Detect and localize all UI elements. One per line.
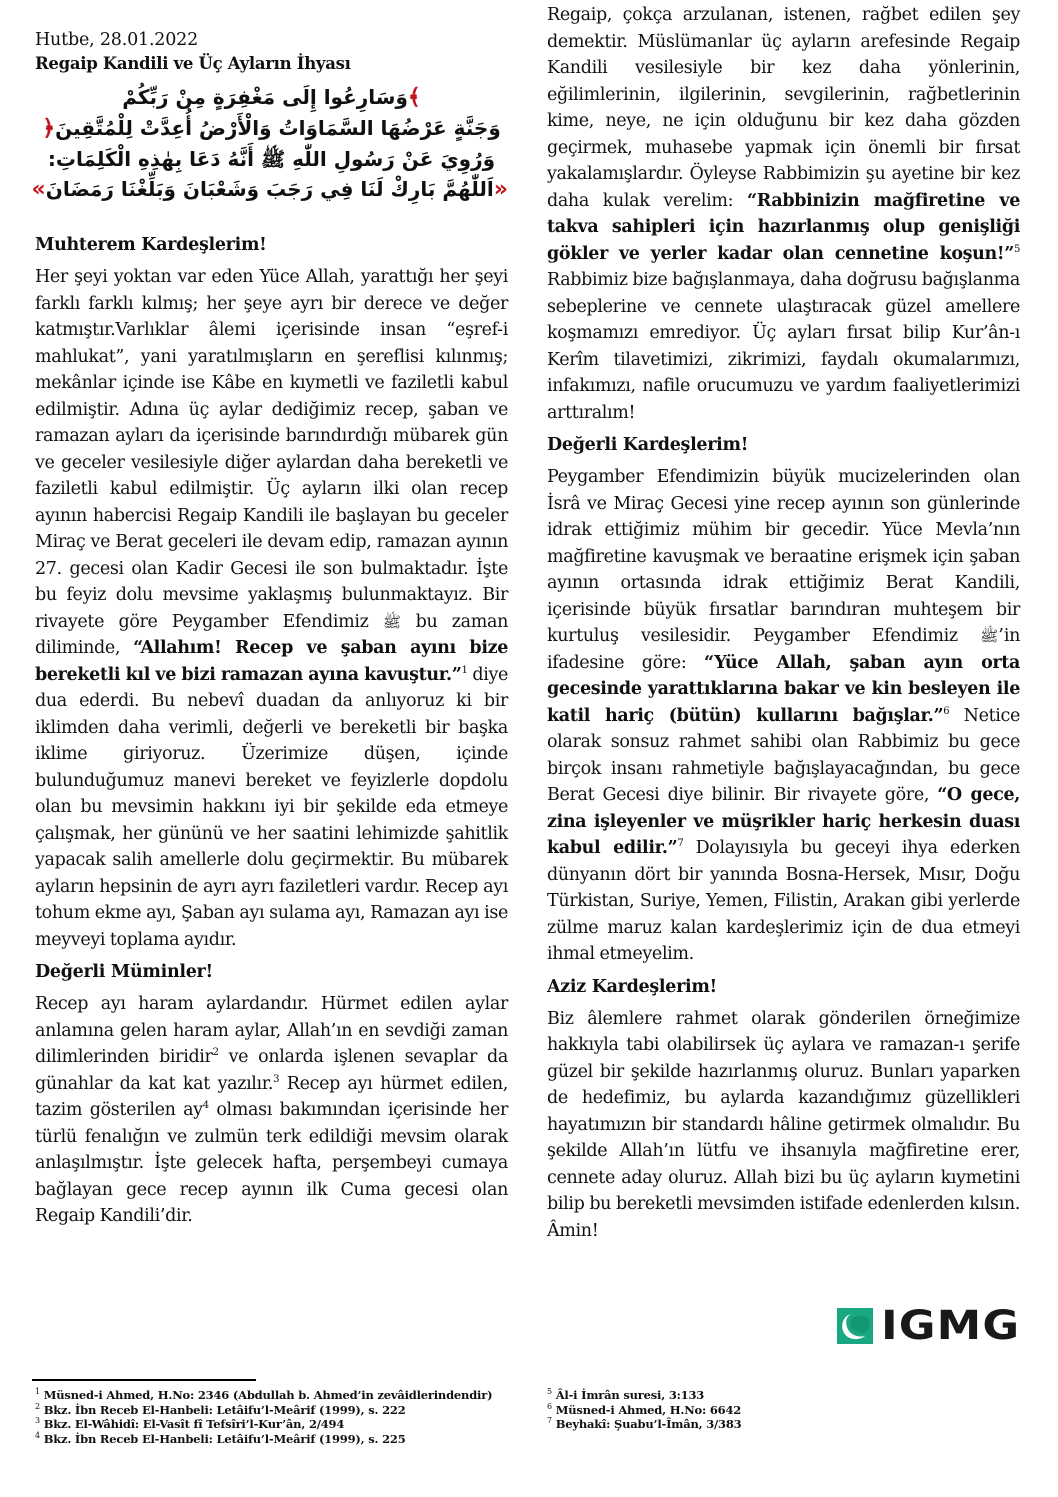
quran-bracket-ornament: ﴿ <box>42 116 56 141</box>
hadith-quote: “O gece, zina işleyenler ve müşrikler hariç herkesin duası kabul edilir.” <box>547 785 1020 858</box>
footnote: $^2$ Bkz. İbn Receb El-Hanbeli: Letâifu’l-Meârif (1999), s. 222 <box>35 1401 406 1417</box>
left-column <box>35 232 508 1230</box>
paragraph: Peygamber Efendimizin büyük mucizelerinden olan İsrâ ve Miraç Gecesi yine recep ayının son günlerinde idrak ettiğimiz mühim bir gecedir. Yüce Mevla’nın mağfiretine kavuşmak ve beraatine erişmek için şaban ayının ortasında idrak ettiğimiz Berat Kandili, içerisinde büyük fırsatlar barındıran muhteşem bir kurtuluş vesilesidir. Peygamber Efendimiz ﷺ’in ifadesine göre: “Yüce Allah, şaban ayın orta gecesinde yarattıklarına bakar ve kin besleyen ile katil hariç (bütün) kullarını bağışlar.”$^6$ Netice olarak sonsuz rahmet sahibi olan Rabbimiz bu gece birçok insanı rahmetiyle bağışlayacağından, bu gece Berat Gecesi diye bilinir. Bir rivayete göre, “O gece, zina işleyenler ve müşrikler hariç herkesin duası kabul edilir.”$^7$ Dolayısıyla bu geceyi ihya ederken dünyanın dört bir yanında Bosna-Hersek, Mısır, Doğu Türkistan, Suriye, Yemen, Filistin, Arakan gibi yerlerde zülme maruz kalan kardeşlerimiz için de dua etmeyi ihmal etmeyelim. <box>547 467 1020 964</box>
quran-bracket-ornament: ﴾ <box>407 85 421 110</box>
footnote-ref[interactable]: 7 <box>677 838 684 850</box>
right-column <box>547 2 1020 1244</box>
footnote-ref[interactable]: 1 <box>461 664 468 676</box>
hadith-quote: “Allahım! Recep ve şaban ayını bize bereketli kıl ve bizi ramazan ayına kavuştur.” <box>35 638 508 685</box>
paragraph: Recep ayı haram aylardandır. Hürmet edilen aylar anlamına gelen haram aylar, Allah’ın en sevdiği zaman dilimlerinden biridir$^2$ ve onlarda işlenen sevaplar da günahlar da kat kat yazılır.$^3$ Recep ayı hürmet edilen, tazim gösterilen $ay^4$ olması bakımından içerisinde her türlü fenalığın ve zulmün terk edildiği mevsim olarak anlaşılmıştır. İşte gelecek hafta, perşembeyi cumaya bağlayan gece recep ayının ilk Cuma gecesi olan Regaip Kandili’dir. <box>35 994 508 1226</box>
sermon-title: Regaip Kandili ve Üç Ayların İhyası <box>35 54 351 73</box>
footnote-ref[interactable]: 2 <box>212 1047 219 1059</box>
footnote: $^4$ Bkz. İbn Receb El-Hanbeli: Letâifu’l-Meârif (1999), s. 225 <box>35 1430 406 1446</box>
footnote-ref[interactable]: 4 <box>202 1100 209 1112</box>
arabic-hadith-intro: وَرُوِيَ عَنْ رَسُولِ اللّٰهِ ﷺ أَنَّهُ دَعَا بِهٰذِهِ الْكَلِمَاتِ: <box>47 147 496 171</box>
paragraph: Biz âlemlere rahmet olarak gönderilen örneğimize hakkıyla tabi olabilirsek üç aylara ve ramazan-ı şerife güzel bir şekilde hazırlanmış oluruz. Bunları yaparken de hedefimiz, bu aylarda kazandığımız güzellikleri hayatımızın bir standardı hâline getirmek olmalıdır. Bu şekilde Allah’ın lütfu ve ihsanıyla mağfiretine erer, cennete aday oluruz. Allah bizi bu üç ayların kıymetini bilip bu bereketli mevsimden istifade edenlerden kılsın. Âmin! <box>547 1008 1020 1241</box>
footnote: $^7$ Beyhakî: Şuabu’l-Îmân, 3/383 <box>547 1416 742 1431</box>
verse-quote: “Rabbinizin mağfiretine ve takva sahipleri için hazırlanmış olup genişliği gökler ve yerler kadar olan cennetine koşun!” <box>547 190 1020 264</box>
salawat-icon: ﷺ <box>980 627 999 645</box>
hadith-quote: “Yüce Allah, şaban ayın orta gecesinde yarattıklarına bakar ve kin besleyen ile katil hariç (bütün) kullarını bağışlar.” <box>547 652 1020 726</box>
quran-bracket-ornament: « <box>493 177 508 202</box>
sermon-date: Hutbe, 28.01.2022 <box>35 30 199 50</box>
footnote-ref[interactable]: 6 <box>943 705 950 717</box>
arabic-verse-line-2: وَجَنَّةٍ عَرْضُهَا السَّمَاوَاتُ وَالْأَرْضُ أُعِدَّتْ لِلْمُتَّقِينَ﴿ <box>42 116 501 141</box>
footnote-separator <box>32 1379 256 1381</box>
arabic-verse-line-1: ﴾وَسَارِعُوا إِلَى مَغْفِرَةٍ مِنْ رَبِّكُمْ <box>122 85 421 110</box>
section-heading: Değerli Kardeşlerim! <box>547 435 749 455</box>
crescent-globe-icon <box>837 1308 873 1344</box>
arabic-hadith-line: «اَللّٰهُمَّ بَارِكْ لَنَا فِي رَجَبَ وَشَعْبَانَ وَبَلِّغْنَا رَمَضَانَ» <box>31 177 508 202</box>
footnote: $^5$ Âl-i İmrân suresi, 3:133 <box>547 1387 705 1402</box>
igmg-logo <box>837 1303 1021 1349</box>
footnote-ref[interactable]: 5 <box>1013 243 1020 255</box>
arabic-verse-block <box>31 82 508 205</box>
section-heading: Aziz Kardeşlerim! <box>547 976 717 997</box>
section-heading: Muhterem Kardeşlerim! <box>35 235 267 255</box>
footnote: $^6$ Müsned-i Ahmed, H.No: 6642 <box>547 1401 742 1417</box>
footnote: $^1$ Müsned-i Ahmed, H.No: 2346 (Abdullah b. Ahmed’in zevâidlerindendir) <box>35 1387 493 1402</box>
footnotes-right <box>547 1388 741 1432</box>
paragraph: Regaip, çokça arzulanan, istenen, rağbet edilen şey demektir. Müslümanlar üç ayların arefesinde Regaip Kandili vesilesiyle bir kez daha yönlerinin, eğilimlerinin, ilgilerinin, sevgilerinin, rağbetlerinin kime, neye, ne için olduğunu bir kez daha gözden geçirmek, muhasebe yapmak için önemli bir fırsat yakalamışlardır. Öyleyse Rabbimizin şu ayetine bir kez daha kulak verelim: “Rabbinizin mağfiretine ve takva sahipleri için hazırlanmış olup genişliği gökler ve yerler kadar olan cennetine koşun!”$^5$ Rabbimiz bize bağışlanmaya, daha doğrusu bağışlanma sebeplerine ve cennete ulaştıracak güzel amellere koşmamızı emrediyor. Üç ayları fırsat bilip Kur’ân-ı Kerîm tilavetimizi, zikrimizi, faydalı okumalarımızı, infakımızı, nafile orucumuzu ve yardım faaliyetlerimizi arttıralım! <box>547 5 1020 423</box>
logo-text: IGMG <box>881 1303 1021 1349</box>
footnote: $^3$ Bkz. El-Wâhidî: El-Vasît fî Tefsîri’l-Kur’ân, 2/494 <box>35 1416 345 1431</box>
footnotes-left <box>35 1388 492 1446</box>
paragraph: Her şeyi yoktan var eden Yüce Allah, yarattığı her şeyi farklı farklı kılmış; her şeye ayrı bir derece ve değer katmıştır.Varlıklar âlemi içerisinde insan “eşref-i mahlukat”, yani yaratılmışların en şereflisi kılınmış; mekânlar içinde ise Kâbe en kıymetli ve faziletli kabul edilmiştir. Adına üç aylar dediğimiz recep, şaban ve ramazan ayları da içerisinde barındırdığı mübarek gün ve geceler vesilesiyle diğer aylardan daha bereketli ve faziletli kabul edilmiştir. Üç ayların ilki olan recep ayının habercisi Regaip Kandili ile başlayan bu geceler Miraç ve Berat geceleri ile devam edip, ramazan ayının 27. gecesi olan Kadir Gecesi ile son bulmaktadır. İşte bu feyiz dolu mevsime yaklaşmış bulunmaktayız. Bir rivayete göre Peygamber Efendimiz ﷺ bu zaman diliminde, “Allahım! Recep ve şaban ayını bize bereketli kıl ve bizi ramazan ayına kavuştur.”$^1$ diye dua ederdi. Bu nebevî duadan da anlıyoruz ki bir iklimden daha verimli, değerli ve bereketli bir başka iklime giriyoruz. Üzerimize düşen, içinde bulunduğumuz manevi bereket ve feyizlerle dopdolu olan bu mevsimin hakkını iyi bir şekilde eda etmeye çalışmak, her gününü ve her saatini lehimizde şahitlik yapacak salih amellerle dolu geçirmektir. Bu mübarek ayların hepsinin de ayrı ayrı faziletleri vardır. Recep ayı tohum ekme ayı, Şaban ayı sulama ayı, Ramazan ayı ise meyveyi toplama ayıdır. <box>35 267 508 950</box>
salawat-icon: ﷺ <box>382 612 401 631</box>
section-heading: Değerli Müminler! <box>35 962 213 982</box>
quran-bracket-ornament: » <box>31 177 46 202</box>
footnote-ref[interactable]: 3 <box>273 1073 280 1085</box>
